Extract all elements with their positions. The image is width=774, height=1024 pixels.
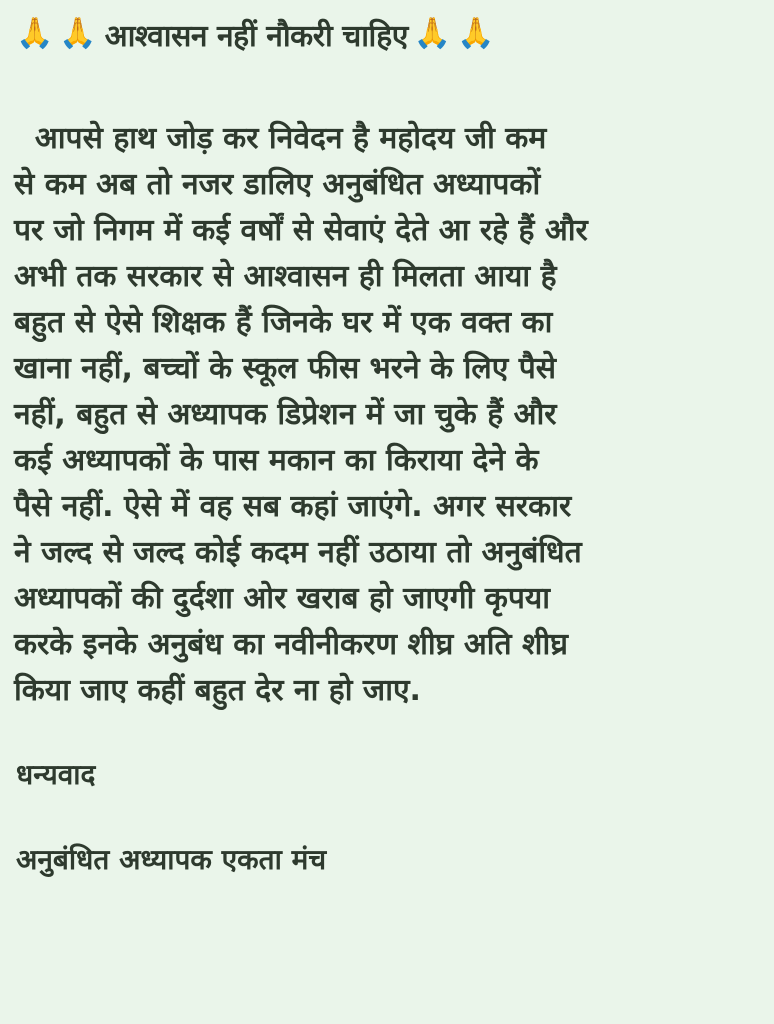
body-line: कई अध्यापकों के पास मकान का किराया देने के (14, 443, 539, 478)
signature-text: अनुबंधित अध्यापक एकता मंच (16, 843, 327, 876)
body-line: आपसे हाथ जोड़ कर निवेदन है महोदय जी कम (14, 121, 547, 156)
thanks-text: धन्यवाद (16, 758, 96, 791)
appeal-body (14, 116, 770, 714)
body-line: से कम अब तो नजर डालिए अनुबंधित अध्यापकों (14, 167, 541, 202)
body-line: किया जाए कहीं बहुत देर ना हो जाए. (14, 673, 421, 708)
body-line: पैसे नहीं. ऐसे में वह सब कहां जाएंगे. अगर सरकार (14, 489, 572, 524)
body-line: पर जो निगम में कई वर्षों से सेवाएं देते आ रहे हैं और (14, 213, 588, 248)
folded-hands-icon: 🙏 (16, 16, 54, 51)
folded-hands-icon: 🙏 (413, 16, 452, 51)
folded-hands-icon: 🙏 (457, 16, 495, 51)
body-line: अध्यापकों की दुर्दशा ओर खराब हो जाएगी कृपया (14, 581, 551, 616)
body-line: नहीं, बहुत से अध्यापक डिप्रेशन में जा चुके हैं और (14, 397, 557, 432)
page-title: आश्वासन नहीं नौकरी चाहिए (104, 18, 408, 54)
body-line: करके इनके अनुबंध का नवीनीकरण शीघ्र अति शीघ्र (14, 627, 568, 662)
body-line: अभी तक सरकार से आश्वासन ही मिलता आया है (14, 259, 557, 294)
body-line: ने जल्द से जल्द कोई कदम नहीं उठाया तो अनुबंधित (14, 535, 582, 570)
body-line: बहुत से ऐसे शिक्षक हैं जिनके घर में एक वक्त का (14, 305, 553, 340)
folded-hands-icon: 🙏 (59, 16, 97, 51)
title-row (16, 8, 501, 60)
body-line: खाना नहीं, बच्चों के स्कूल फीस भरने के लिए पैसे (14, 351, 557, 386)
